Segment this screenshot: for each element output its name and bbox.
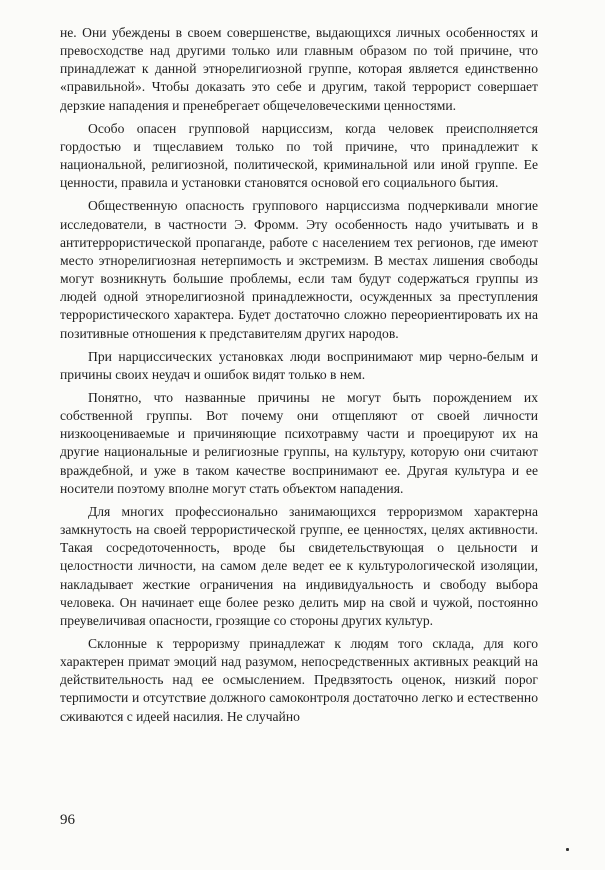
paragraph-7: Склонные к терроризму принадлежат к людям того склада, для кого характерен примат эмоций над разумом, непосредственных активных реакций на действительность над ее осмыслением. Предвзятость оценок, низкий порог терпимости и отсутствие должного самоконтроля достаточно легко и естественно сживаются с идеей насилия. Не случайно bbox=[60, 636, 538, 724]
body-text bbox=[60, 24, 538, 731]
page-number: 96 bbox=[60, 812, 75, 828]
paragraph-2: Особо опасен групповой нарциссизм, когда человек преисполняется гордостью и тщеславием только по той причине, что принадлежит к национальной, религиозной, политической, криминальной или иной группе. Ее ценности, правила и установки становятся основой его социального бытия. bbox=[60, 120, 538, 191]
paragraph-6: Для многих профессионально занимающихся терроризмом характерна замкнутость на своей террористической группе, ее ценностях, целях активности. Такая сосредоточенность, вроде бы свидетельствующая о цельности и целостности личности, на самом деле ведет ее к культурологической изоляции, накладывает жесткие ограничения на индивидуальность и свободу выбора человека. Он начинает еще более резко делить мир на свой и чужой, постоянно преувеличивая опасности, грозящие со стороны других культур. bbox=[60, 503, 538, 628]
paragraph-1: не. Они убеждены в своем совершенстве, выдающихся личных особенностях и превосходстве над другими только или главным образом по той причине, что принадлежат к данной этнорелигиозной группе, которая является единственно «правильной». Чтобы доказать это себе и другим, такой террорист совершает дерзкие нападения и пренебрегает общечеловеческими ценностями. bbox=[60, 25, 538, 113]
paragraph-5: Понятно, что названные причины не могут быть порождением их собственной группы. Вот почему они отщепляют от своей личности низкооцениваемые и причиняющие психотравму части и проецируют их на другие национальные и религиозные группы, на культуру, которую они считают враждебной, и уже в таком качестве воспринимают ее. Другая культура и ее носители поэтому вполне могут стать объектом нападения. bbox=[60, 389, 538, 496]
paragraph-3: Общественную опасность группового нарциссизма подчеркивали многие исследователи, в частности Э. Фромм. Эту особенность надо учитывать и в антитеррористической пропаганде, работе с населением тех регионов, где имеют место этнорелигиозная нетерпимость и экстремизм. В местах лишения свободы могут возникнуть большие проблемы, если там будут содержаться группы из людей одной этнорелигиозной принадлежности, осужденных за преступления террористического характера. Будет достаточно сложно переориентировать их на позитивные отношения к представителям других народов. bbox=[60, 198, 538, 341]
scan-speck bbox=[566, 848, 569, 851]
paragraph-4: При нарциссических установках люди воспринимают мир черно-белым и причины своих неудач и ошибок видят только в нем. bbox=[60, 348, 538, 382]
